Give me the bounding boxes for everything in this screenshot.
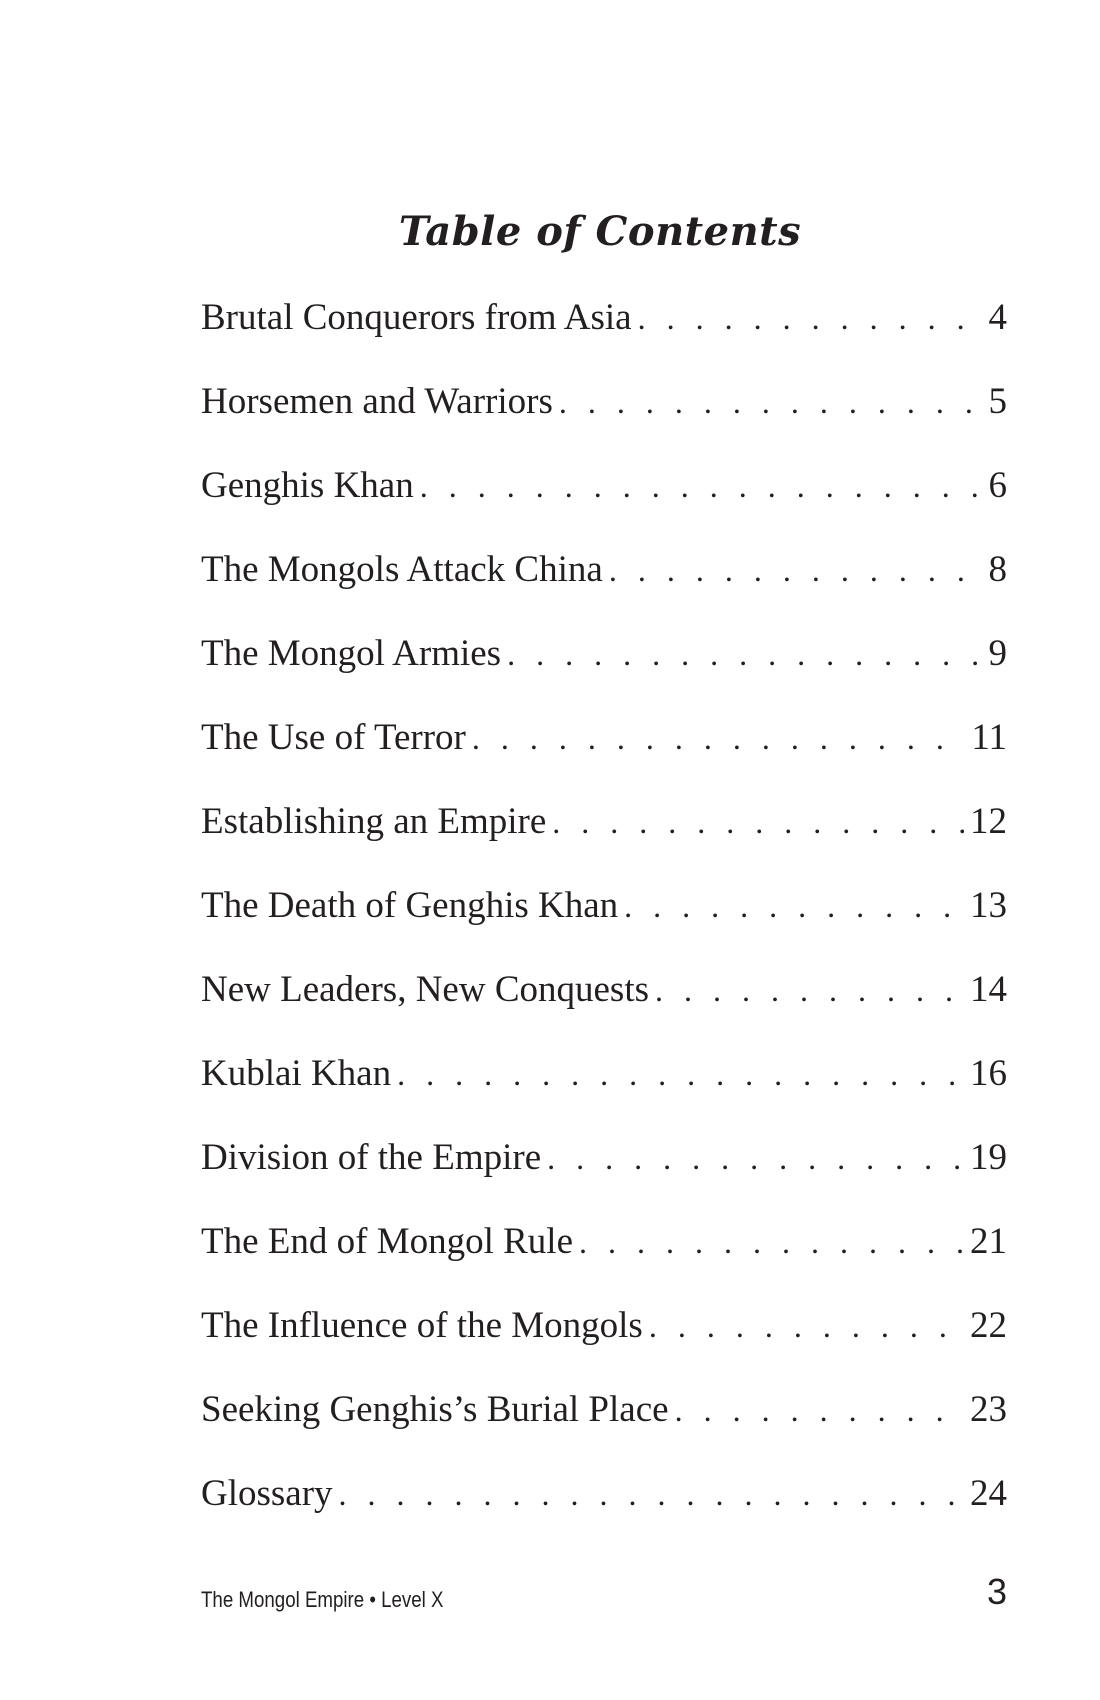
dot-leader [420, 463, 983, 509]
toc-entry[interactable] [201, 1051, 1007, 1135]
toc-entry-title: Glossary [201, 1473, 333, 1514]
toc-entry[interactable] [201, 1219, 1007, 1303]
page-title: Table of Contents [398, 208, 802, 255]
toc-entry[interactable] [201, 295, 1007, 379]
toc-entry-page: 5 [988, 381, 1007, 422]
dot-leader [547, 1135, 964, 1181]
toc-entry-page: 19 [970, 1137, 1007, 1178]
dot-leader [507, 631, 982, 677]
dot-leader [638, 295, 983, 341]
toc-entry[interactable] [201, 883, 1007, 967]
dot-leader [579, 1219, 964, 1265]
toc-entry[interactable] [201, 463, 1007, 547]
toc-entry[interactable] [201, 715, 1007, 799]
toc-entry[interactable] [201, 799, 1007, 883]
toc-entry-title: Horsemen and Warriors [201, 381, 553, 422]
toc-entry-page: 9 [988, 633, 1007, 674]
toc-entry-title: Kublai Khan [201, 1053, 392, 1094]
toc-entry-title: New Leaders, New Conquests [201, 969, 649, 1010]
toc-entry[interactable] [201, 379, 1007, 463]
toc-entry-page: 24 [970, 1473, 1007, 1514]
table-of-contents [201, 295, 1007, 1555]
toc-entry-page: 22 [970, 1305, 1007, 1346]
dot-leader [624, 883, 964, 929]
dot-leader [552, 799, 964, 845]
toc-entry[interactable] [201, 547, 1007, 631]
toc-entry-title: The Mongols Attack China [201, 549, 603, 590]
toc-entry-page: 4 [988, 297, 1007, 338]
toc-entry-page: 12 [970, 801, 1007, 842]
dot-leader [609, 547, 983, 593]
toc-entry[interactable] [201, 1303, 1007, 1387]
toc-entry[interactable] [201, 967, 1007, 1051]
toc-entry-title: The Use of Terror [201, 717, 466, 758]
toc-entry-title: The Death of Genghis Khan [201, 885, 619, 926]
footer-book-title: The Mongol Empire • Level X [201, 1587, 444, 1612]
toc-entry-title: The End of Mongol Rule [201, 1221, 574, 1262]
dot-leader [559, 379, 983, 425]
toc-entry-title: The Mongol Armies [201, 633, 502, 674]
toc-entry-title: Establishing an Empire [201, 801, 547, 842]
toc-entry-page: 8 [988, 549, 1007, 590]
dot-leader [472, 715, 965, 761]
dot-leader [675, 1387, 964, 1433]
toc-entry-title: Seeking Genghis’s Burial Place [201, 1389, 669, 1430]
toc-entry-title: Brutal Conquerors from Asia [201, 297, 632, 338]
toc-entry-page: 6 [988, 465, 1007, 506]
dot-leader [655, 967, 964, 1013]
toc-entry-title: The Influence of the Mongols [201, 1305, 643, 1346]
dot-leader [397, 1051, 964, 1097]
toc-entry-page: 11 [971, 717, 1007, 758]
toc-entry-title: Genghis Khan [201, 465, 414, 506]
toc-entry[interactable] [201, 1471, 1007, 1555]
toc-entry-page: 16 [970, 1053, 1007, 1094]
toc-entry[interactable] [201, 631, 1007, 715]
footer-page-number: 3 [986, 1571, 1007, 1612]
dot-leader [339, 1471, 964, 1517]
toc-entry-page: 14 [970, 969, 1007, 1010]
toc-entry-page: 21 [970, 1221, 1007, 1262]
toc-entry-page: 23 [970, 1389, 1007, 1430]
dot-leader [649, 1303, 964, 1349]
toc-entry[interactable] [201, 1135, 1007, 1219]
toc-entry[interactable] [201, 1387, 1007, 1471]
toc-entry-page: 13 [970, 885, 1007, 926]
toc-entry-title: Division of the Empire [201, 1137, 542, 1178]
